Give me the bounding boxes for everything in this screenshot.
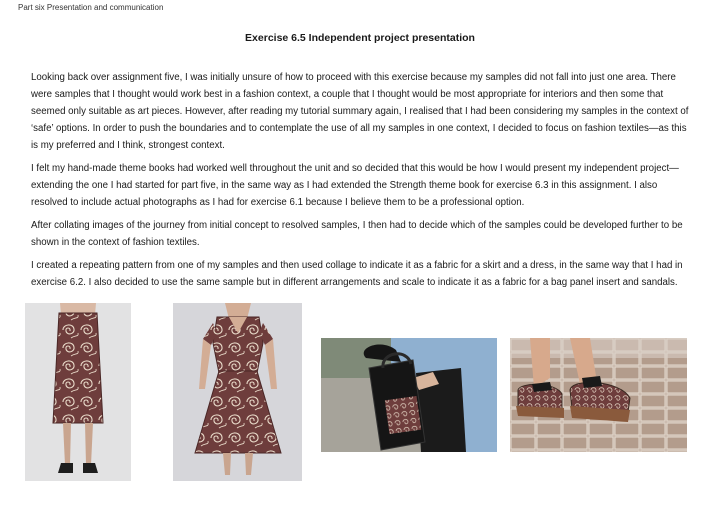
paragraph: After collating images of the journey from initial concept to resolved samples, I then had to decide which of the samples could be developed further to be shown in the context of fashion textiles. xyxy=(31,220,683,248)
paragraph: I felt my hand-made theme books had worked well throughout the unit and so decided that this would be how I would present my independent project—extending the one I had started for part five, in the same way as I had extended the Strength theme book for exercise 6.3 in this assignment. I also resolved to include actual photographs as I had for exercise 6.1 because I believe them to be a professional option. xyxy=(31,163,679,208)
paragraph: Looking back over assignment five, I was initially unsure of how to proceed with this exercise because my samples did not fall into just one area. There were samples that I thought would work best in a fashion context, a couple that I thought would be most appropriate for interiors and then some that seemed only suitable as art pieces. However, after reading my tutorial summary again, I realised that I had been considering my samples in the context of ‘safe’ options. In order to push the boundaries and to contemplate the use of all my samples in one context, I decided to focus on fashion textiles—as this is my preferred and I think, strongest context. xyxy=(31,72,689,151)
bag-icon xyxy=(321,338,497,452)
dress-icon xyxy=(173,303,302,481)
bag-photo xyxy=(321,338,497,452)
body-text xyxy=(31,69,695,297)
dress-collage xyxy=(173,303,302,481)
sandals-photo xyxy=(510,338,687,452)
running-header: Part six Presentation and communication xyxy=(18,3,164,12)
sandal-icon xyxy=(510,338,687,452)
skirt-icon xyxy=(25,303,131,481)
page-title: Exercise 6.5 Independent project presentation xyxy=(245,32,475,44)
paragraph: I created a repeating pattern from one of my samples and then used collage to indicate it as a fabric for a skirt and a dress, in the same way that I had in exercise 6.2. I also decided to use the same sample but in different arrangements and scale to indicate it as a fabric for a bag panel insert and sandals. xyxy=(31,260,683,288)
skirt-collage xyxy=(25,303,131,481)
